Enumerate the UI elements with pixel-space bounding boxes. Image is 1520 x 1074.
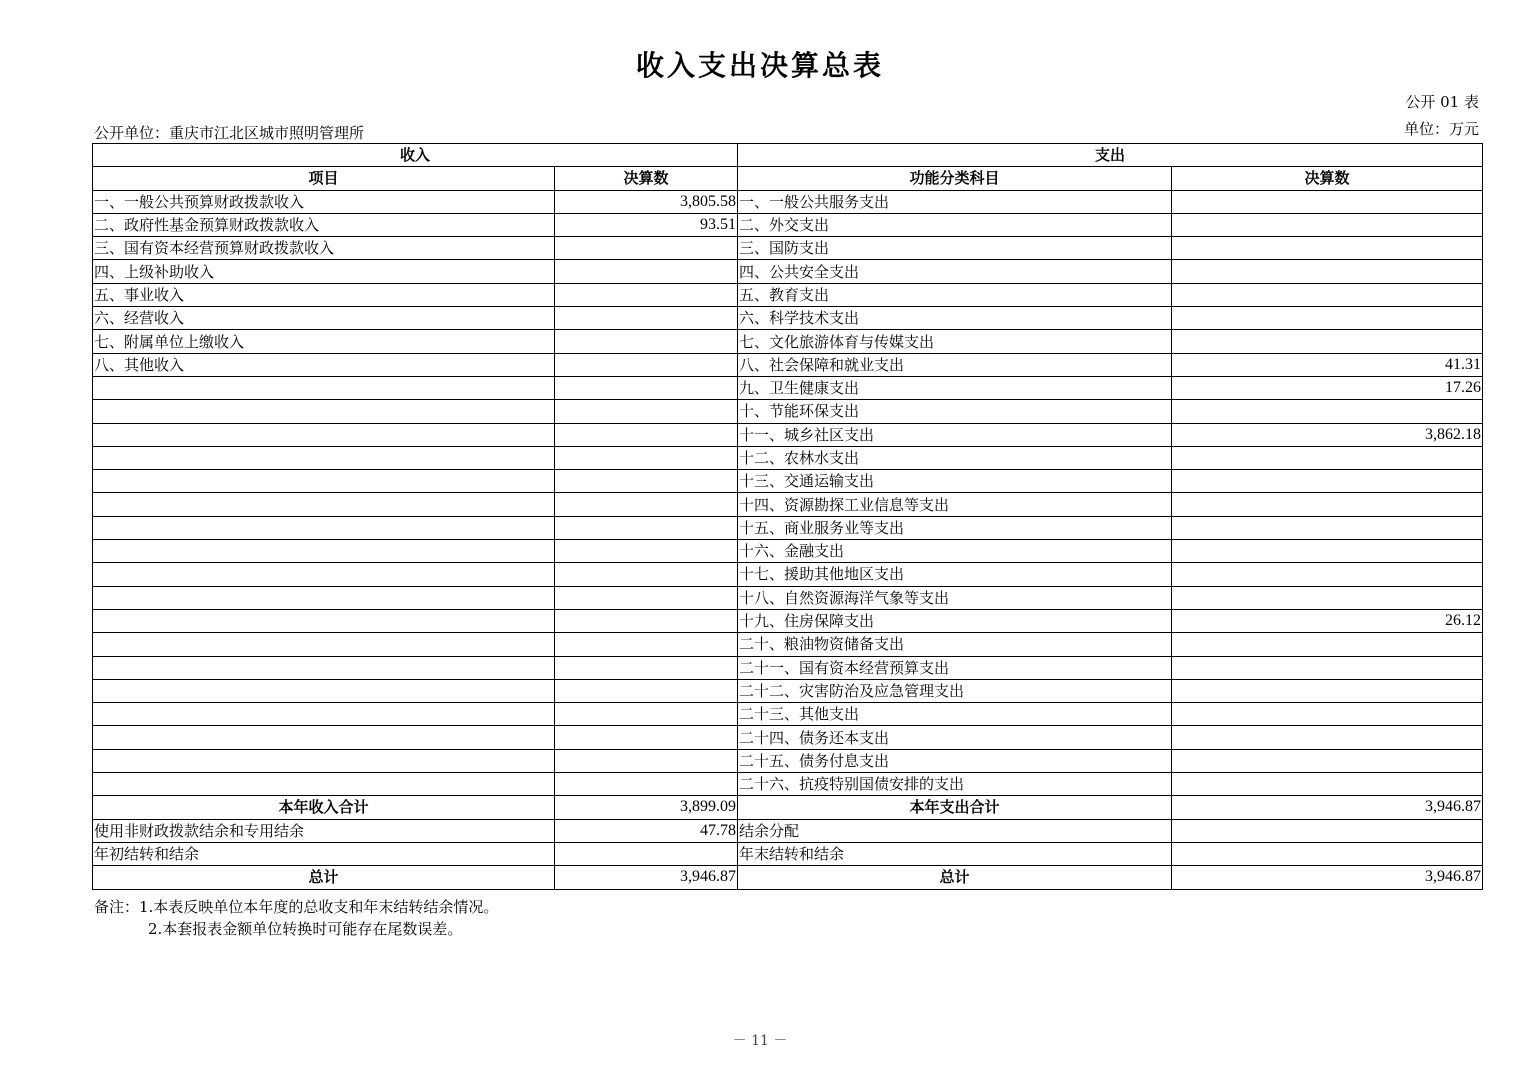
table-row: [93, 330, 1483, 353]
grand-total-row: [93, 866, 1483, 889]
expense-item: 十四、资源勘探工业信息等支出: [738, 493, 1172, 516]
income-amount: [555, 376, 738, 399]
income-header: 收入: [93, 144, 738, 167]
grand-income-value: 3,946.87: [555, 866, 738, 889]
income-amount: [555, 283, 738, 306]
expense-item: 十二、农林水支出: [738, 446, 1172, 469]
table-row: [93, 446, 1483, 469]
carryover-row: [93, 842, 1483, 865]
income-item: [93, 633, 555, 656]
expense-amount: [1172, 773, 1483, 796]
expense-item: 九、卫生健康支出: [738, 376, 1172, 399]
income-item: 五、事业收入: [93, 283, 555, 306]
year-expense-value: 3,946.87: [1172, 796, 1483, 819]
expense-amount: [1172, 633, 1483, 656]
form-number: 公开 01 表: [1405, 93, 1479, 111]
table-row: [93, 400, 1483, 423]
expense-item: 五、教育支出: [738, 283, 1172, 306]
income-item: [93, 609, 555, 632]
table-row: [93, 353, 1483, 376]
expense-amount: [1172, 307, 1483, 330]
expense-item: 六、科学技术支出: [738, 307, 1172, 330]
table-row: [93, 516, 1483, 539]
expense-amount: [1172, 493, 1483, 516]
expense-item: 二、外交支出: [738, 213, 1172, 236]
expense-amount: [1172, 470, 1483, 493]
income-item: [93, 400, 555, 423]
income-item: 四、上级补助收入: [93, 260, 555, 283]
income-amount: [555, 423, 738, 446]
income-amount: [555, 307, 738, 330]
table-row: [93, 749, 1483, 772]
income-item: 一、一般公共预算财政拨款收入: [93, 190, 555, 213]
expense-item: 四、公共安全支出: [738, 260, 1172, 283]
unit-label: 单位：万元: [1403, 120, 1479, 138]
table-row: [93, 703, 1483, 726]
table-row: [93, 283, 1483, 306]
expense-amount: [1172, 703, 1483, 726]
table-row: [93, 773, 1483, 796]
expense-item: 十九、住房保障支出: [738, 609, 1172, 632]
income-item: [93, 773, 555, 796]
expense-amount: [1172, 213, 1483, 236]
expense-item: 二十六、抗疫特别国债安排的支出: [738, 773, 1172, 796]
income-item: 八、其他收入: [93, 353, 555, 376]
expense-item: 二十三、其他支出: [738, 703, 1172, 726]
begin-label: 年初结转和结余: [93, 842, 555, 865]
expense-amount: [1172, 726, 1483, 749]
income-amount: [555, 679, 738, 702]
table-row: [93, 656, 1483, 679]
table-row: [93, 423, 1483, 446]
expense-amount: 26.12: [1172, 609, 1483, 632]
table-row: [93, 190, 1483, 213]
income-amount: [555, 493, 738, 516]
expense-amount: 17.26: [1172, 376, 1483, 399]
expense-item: 七、文化旅游体育与传媒支出: [738, 330, 1172, 353]
income-amount: [555, 656, 738, 679]
expense-item: 十六、金融支出: [738, 540, 1172, 563]
func-header: 功能分类科目: [738, 167, 1172, 190]
income-amount: 3,805.58: [555, 190, 738, 213]
item-header: 项目: [93, 167, 555, 190]
year-income-value: 3,899.09: [555, 796, 738, 819]
expense-amount: [1172, 586, 1483, 609]
expense-item: 十八、自然资源海洋气象等支出: [738, 586, 1172, 609]
income-item: [93, 749, 555, 772]
table-row: [93, 213, 1483, 236]
expense-item: 二十五、债务付息支出: [738, 749, 1172, 772]
expense-amount: [1172, 446, 1483, 469]
income-item: [93, 376, 555, 399]
table-row: [93, 540, 1483, 563]
income-item: [93, 679, 555, 702]
income-amount: [555, 237, 738, 260]
income-amount: [555, 703, 738, 726]
table-row: [93, 260, 1483, 283]
income-amount: [555, 353, 738, 376]
begin-value: [555, 842, 738, 865]
expense-item: 八、社会保障和就业支出: [738, 353, 1172, 376]
expense-amount: [1172, 679, 1483, 702]
expense-item: 二十一、国有资本经营预算支出: [738, 656, 1172, 679]
expense-amount: [1172, 563, 1483, 586]
year-expense-label: 本年支出合计: [738, 796, 1172, 819]
expense-item: 十、节能环保支出: [738, 400, 1172, 423]
income-amount: [555, 773, 738, 796]
expense-item: 十七、援助其他地区支出: [738, 563, 1172, 586]
expense-amount: [1172, 330, 1483, 353]
org-label: 公开单位：重庆市江北区城市照明管理所: [94, 124, 365, 142]
table-group-header: [93, 144, 1483, 167]
table-row: [93, 633, 1483, 656]
table-row: [93, 726, 1483, 749]
note-1: 备注：1.本表反映单位本年度的总收支和年末结转结余情况。: [94, 898, 499, 916]
end-label: 年末结转和结余: [738, 842, 1172, 865]
table-row: [93, 470, 1483, 493]
income-item: [93, 540, 555, 563]
page-title: 收入支出决算总表: [635, 49, 884, 82]
expense-amount: [1172, 237, 1483, 260]
year-income-label: 本年收入合计: [93, 796, 555, 819]
year-total-row: [93, 796, 1483, 819]
income-item: [93, 493, 555, 516]
income-item: [93, 586, 555, 609]
income-amount: [555, 540, 738, 563]
expense-item: 十五、商业服务业等支出: [738, 516, 1172, 539]
expense-amount: [1172, 283, 1483, 306]
expense-amount: [1172, 400, 1483, 423]
expense-amount: [1172, 516, 1483, 539]
table-row: [93, 493, 1483, 516]
table-row: [93, 609, 1483, 632]
expense-amount: [1172, 260, 1483, 283]
surplus-alloc-label: 结余分配: [738, 819, 1172, 842]
income-item: 二、政府性基金预算财政拨款收入: [93, 213, 555, 236]
nonfiscal-label: 使用非财政拨款结余和专用结余: [93, 819, 555, 842]
income-amount: [555, 726, 738, 749]
expense-amount: 41.31: [1172, 353, 1483, 376]
grand-expense-label: 总计: [738, 866, 1172, 889]
expense-amount: [1172, 656, 1483, 679]
income-amount: [555, 260, 738, 283]
table-column-header: [93, 167, 1483, 190]
expense-item: 二十二、灾害防治及应急管理支出: [738, 679, 1172, 702]
table-row: [93, 376, 1483, 399]
expense-item: 十一、城乡社区支出: [738, 423, 1172, 446]
income-amount: [555, 609, 738, 632]
table-row: [93, 586, 1483, 609]
end-value: [1172, 842, 1483, 865]
expense-amount: 3,862.18: [1172, 423, 1483, 446]
income-amount: [555, 516, 738, 539]
table-row: [93, 563, 1483, 586]
amount2-header: 决算数: [1172, 167, 1483, 190]
expense-amount: [1172, 540, 1483, 563]
expense-item: 三、国防支出: [738, 237, 1172, 260]
notes: [94, 896, 498, 940]
expense-item: 二十四、债务还本支出: [738, 726, 1172, 749]
income-amount: [555, 470, 738, 493]
expense-amount: [1172, 749, 1483, 772]
table-row: [93, 307, 1483, 330]
income-amount: [555, 446, 738, 469]
income-item: [93, 726, 555, 749]
income-expense-table: [92, 143, 1483, 890]
nonfiscal-value: 47.78: [555, 819, 738, 842]
grand-income-label: 总计: [93, 866, 555, 889]
income-item: [93, 703, 555, 726]
income-item: 三、国有资本经营预算财政拨款收入: [93, 237, 555, 260]
income-item: [93, 446, 555, 469]
table-row: [93, 679, 1483, 702]
income-amount: [555, 586, 738, 609]
grand-expense-value: 3,946.87: [1172, 866, 1483, 889]
income-amount: 93.51: [555, 213, 738, 236]
income-item: [93, 516, 555, 539]
income-item: [93, 470, 555, 493]
surplus-alloc-value: [1172, 819, 1483, 842]
expense-header: 支出: [738, 144, 1483, 167]
income-item: 六、经营收入: [93, 307, 555, 330]
income-item: [93, 656, 555, 679]
note-2: 2.本套报表金额单位转换时可能存在尾数误差。: [148, 920, 463, 938]
page-number: － 11 －: [732, 1033, 788, 1049]
income-amount: [555, 563, 738, 586]
nonfiscal-row: [93, 819, 1483, 842]
income-amount: [555, 633, 738, 656]
income-amount: [555, 400, 738, 423]
income-item: [93, 563, 555, 586]
income-item: [93, 423, 555, 446]
income-item: 七、附属单位上缴收入: [93, 330, 555, 353]
table-row: [93, 237, 1483, 260]
expense-item: 十三、交通运输支出: [738, 470, 1172, 493]
expense-amount: [1172, 190, 1483, 213]
income-amount: [555, 749, 738, 772]
amount-header: 决算数: [555, 167, 738, 190]
income-amount: [555, 330, 738, 353]
expense-item: 一、一般公共服务支出: [738, 190, 1172, 213]
expense-item: 二十、粮油物资储备支出: [738, 633, 1172, 656]
